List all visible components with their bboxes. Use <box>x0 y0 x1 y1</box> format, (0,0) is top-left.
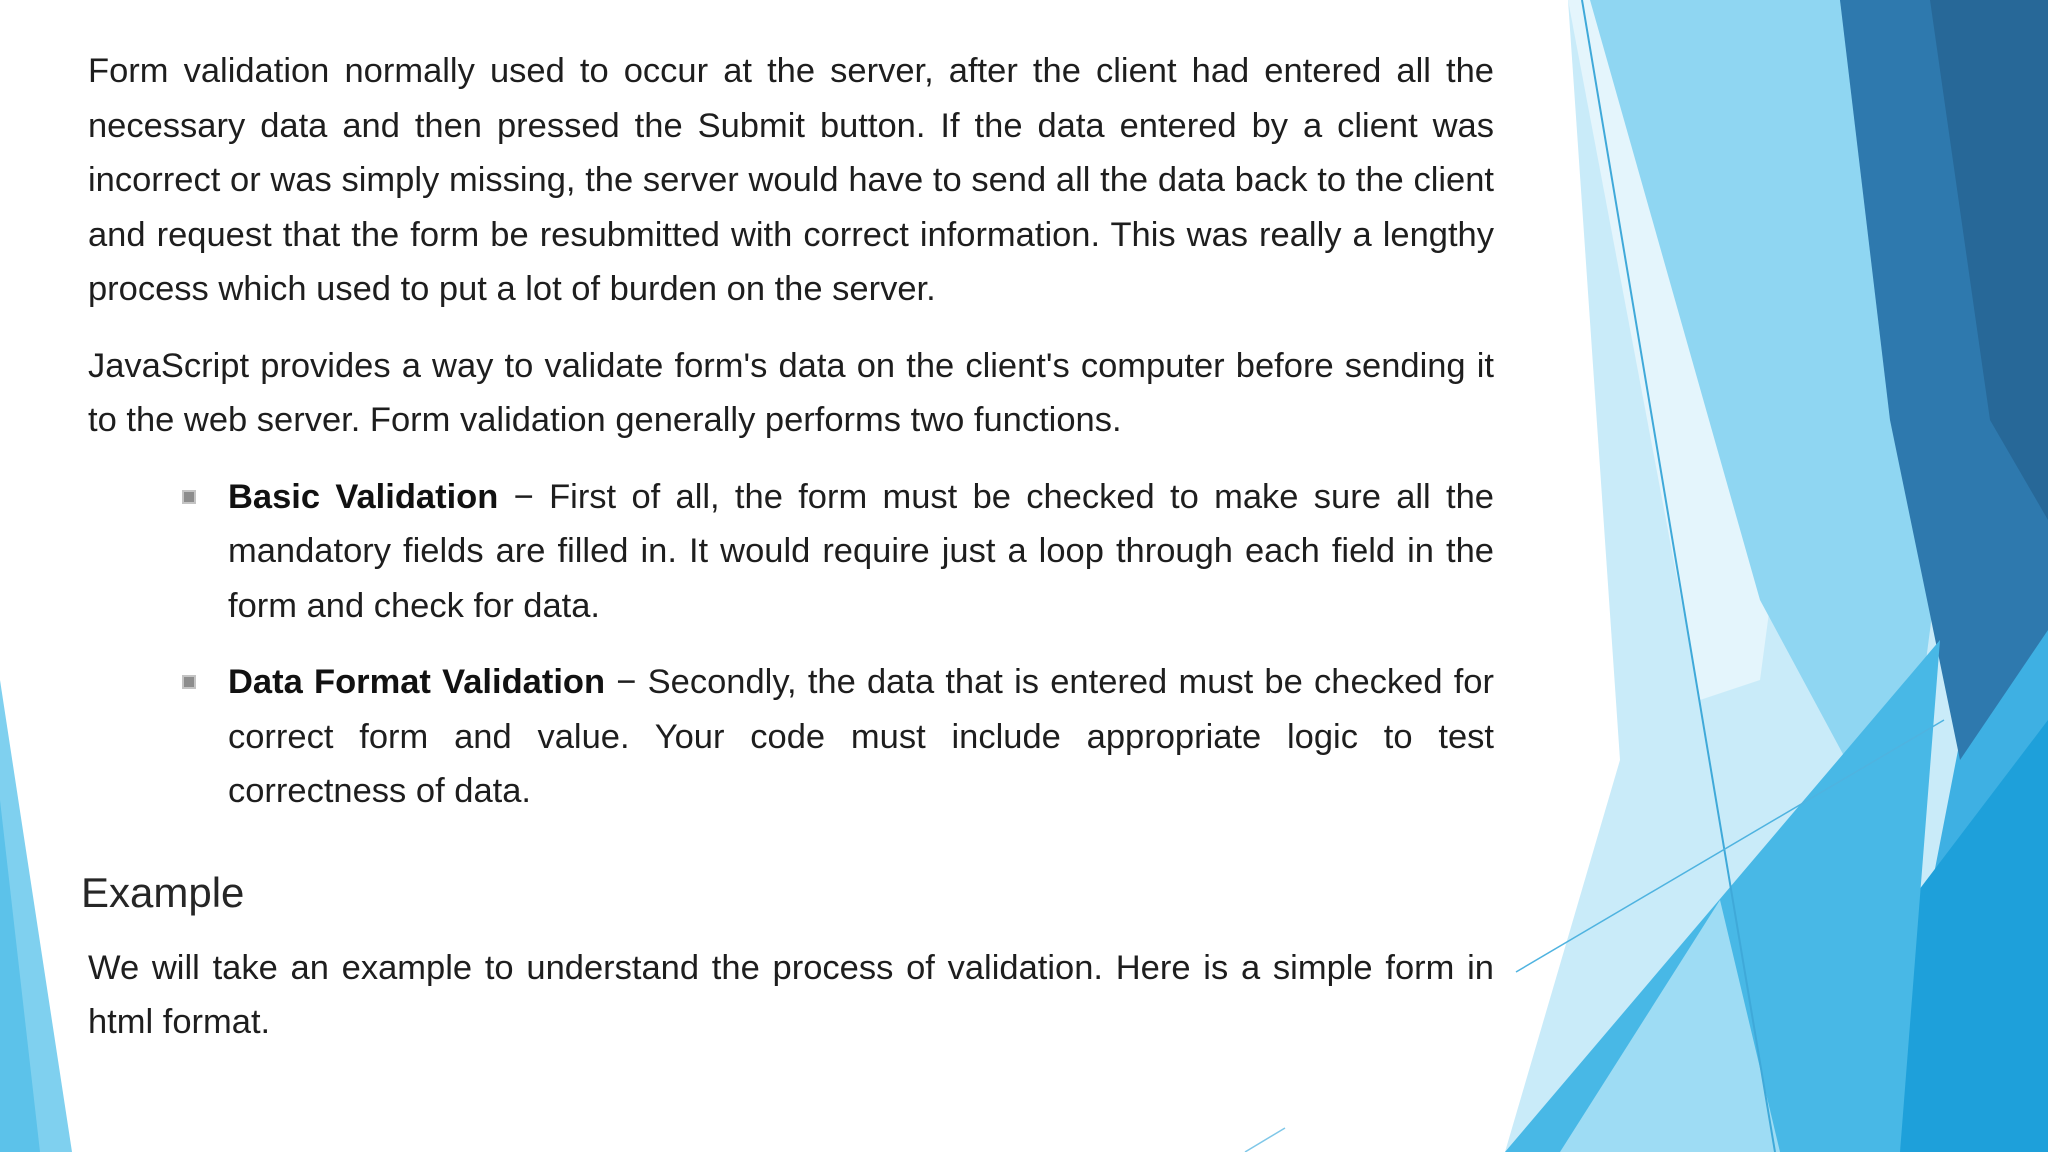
example-heading: Example <box>81 868 245 916</box>
list-item <box>228 655 1494 819</box>
intro-paragraph-2: JavaScript provides a way to validate form's data on the client's computer before sending it to the web server. Form validation generally performs two functions. <box>88 346 1494 439</box>
accent-line-3 <box>1245 1128 1285 1152</box>
list-item <box>228 470 1494 634</box>
square-bullet-icon <box>182 675 196 689</box>
slide-content <box>81 44 1494 1072</box>
example-paragraph: We will take an example to understand the process of validation. Here is a simple form in html format. <box>88 948 1494 1041</box>
bullet-term: Basic Validation <box>228 477 499 516</box>
bullet-description: − Secondly, the data that is entered must be checked for correct form and value. Your code must include appropriate logic to test correctness of data. <box>228 663 1494 810</box>
bullet-description: − First of all, the form must be checked to make sure all the mandatory fields are filled in. It would require just a loop through each field in the form and check for data. <box>228 477 1494 625</box>
square-bullet-icon <box>182 490 196 504</box>
bullet-term: Data Format Validation <box>228 663 606 701</box>
intro-paragraph-1: Form validation normally used to occur at the server, after the client had entered all the necessary data and then pressed the Submit button. If the data entered by a client was incorrect or was simply missing, the server would have to send all the data back to the client and request that the form be resubmitted with correct information. This was really a lengthy process which used to put a lot of burden on the server. <box>88 52 1494 308</box>
validation-types-list <box>88 470 1494 819</box>
